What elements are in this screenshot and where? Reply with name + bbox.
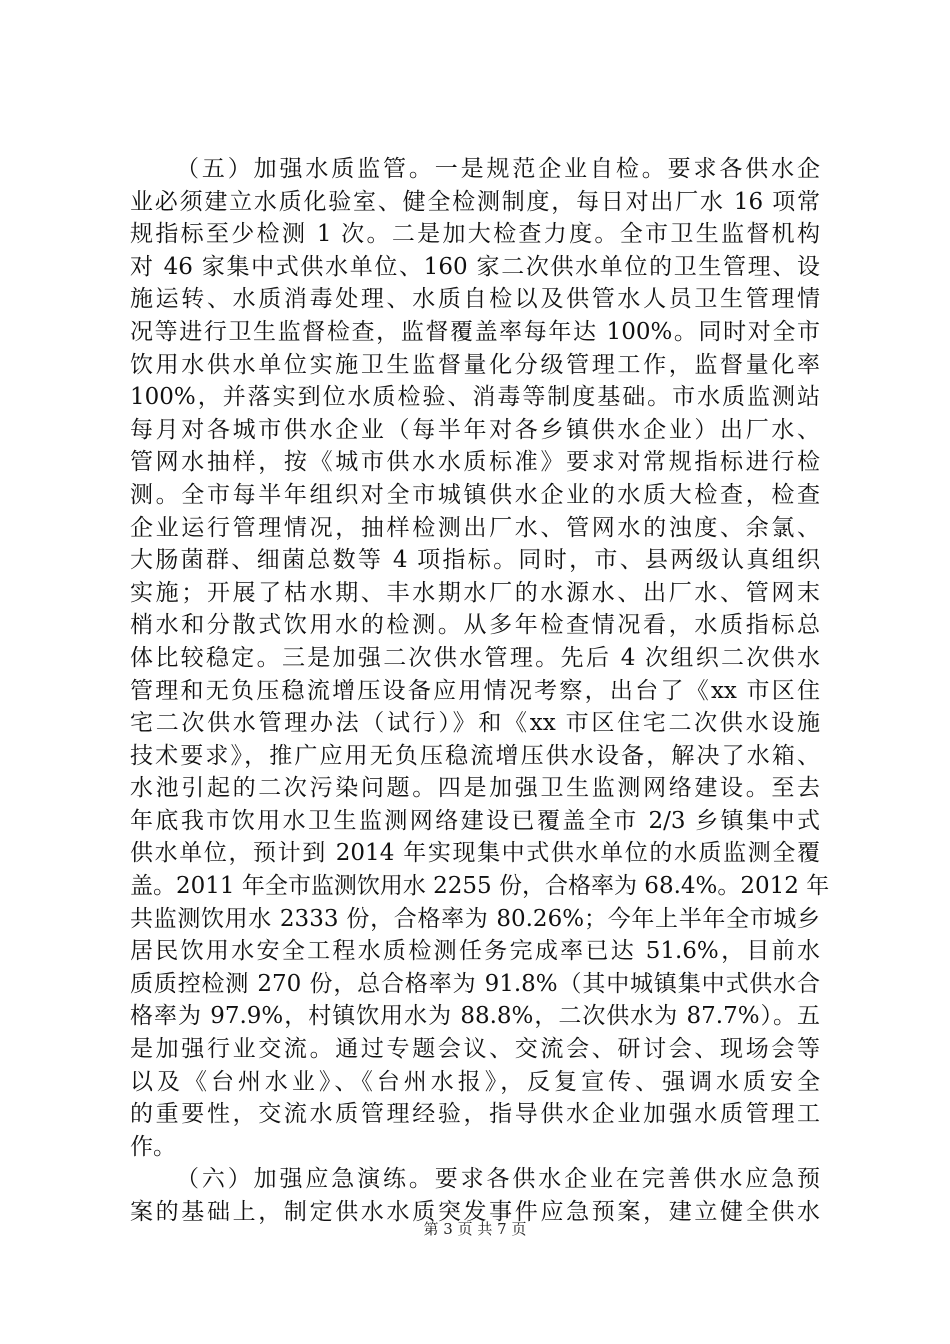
paragraph-line: 居民饮用水安全工程水质检测任务完成率已达 51.6%，目前水 <box>130 938 820 965</box>
paragraph-line: 共监测饮用水 2333 份，合格率为 80.26%；今年上半年全市城乡 <box>130 905 820 932</box>
paragraph-line: 宅二次供水管理办法（试行）》和《xx 市区住宅二次供水设施 <box>130 710 820 737</box>
paragraph-line: 企业运行管理情况，抽样检测出厂水、管网水的浊度、余氯、 <box>130 514 820 541</box>
paragraph-line: 案的基础上，制定供水水质突发事件应急预案，建立健全供水 <box>130 1199 820 1225</box>
paragraph-line: 测。全市每半年组织对全市城镇供水企业的水质大检查，检查 <box>130 481 820 508</box>
paragraph-line: 100%，并落实到位水质检验、消毒等制度基础。市水质监测站 <box>130 384 820 411</box>
paragraph-line: 况等进行卫生监督检查，监督覆盖率每年达 100%。同时对全市 <box>130 318 820 345</box>
paragraph-line: 实施；开展了枯水期、丰水期水厂的水源水、出厂水、管网末 <box>130 579 820 606</box>
paragraph-line: 饮用水供水单位实施卫生监督量化分级管理工作，监督量化率 <box>130 351 820 378</box>
paragraph-line: 规指标至少检测 1 次。二是加大检查力度。全市卫生监督机构 <box>130 221 820 248</box>
paragraph-line: 大肠菌群、细菌总数等 4 项指标。同时，市、县两级认真组织 <box>130 547 820 574</box>
body-text <box>130 153 830 1229</box>
paragraph-line: （五）加强水质监管。一是规范企业自检。要求各供水企 <box>176 156 820 182</box>
paragraph-line: 体比较稳定。三是加强二次供水管理。先后 4 次组织二次供水 <box>130 644 820 671</box>
paragraph-line: 对 46 家集中式供水单位、160 家二次供水单位的卫生管理、设 <box>130 253 820 280</box>
paragraph-line: 管网水抽样，按《城市供水水质标准》要求对常规指标进行检 <box>130 449 820 476</box>
paragraph-line: 年底我市饮用水卫生监测网络建设已覆盖全市 2/3 乡镇集中式 <box>130 807 820 834</box>
paragraph-line: 盖。2011 年全市监测饮用水 2255 份，合格率为 68.4%。2012 年 <box>130 873 830 900</box>
paragraph-line: 施运转、水质消毒处理、水质自检以及供管水人员卫生管理情 <box>130 286 820 313</box>
paragraph-line: 技术要求》，推广应用无负压稳流增压供水设备，解决了水箱、 <box>130 742 820 769</box>
paragraph-line: 作。 <box>130 1133 176 1160</box>
page-footer: 第 3 页 共 7 页 <box>423 1220 527 1238</box>
paragraph-line: 格率为 97.9%，村镇饮用水为 88.8%，二次供水为 87.7%）。五 <box>130 1003 820 1030</box>
paragraph-line: 梢水和分散式饮用水的检测。从多年检查情况看，水质指标总 <box>130 612 820 639</box>
paragraph-line: 供水单位，预计到 2014 年实现集中式供水单位的水质监测全覆 <box>130 840 820 867</box>
paragraph-line: 水池引起的二次污染问题。四是加强卫生监测网络建设。至去 <box>130 775 820 802</box>
paragraph-line: 业必须建立水质化验室、健全检测制度，每日对出厂水 16 项常 <box>130 188 820 215</box>
paragraph-line: （六）加强应急演练。要求各供水企业在完善供水应急预 <box>176 1166 820 1193</box>
paragraph-line: 管理和无负压稳流增压设备应用情况考察，出台了《xx 市区住 <box>130 677 820 704</box>
paragraph-line: 的重要性，交流水质管理经验，指导供水企业加强水质管理工 <box>130 1101 820 1128</box>
paragraph-line: 每月对各城市供水企业（每半年对各乡镇供水企业）出厂水、 <box>130 416 820 443</box>
paragraph-line: 质质控检测 270 份，总合格率为 91.8%（其中城镇集中式供水合 <box>130 970 820 997</box>
paragraph-line: 以及《台州水业》、《台州水报》，反复宣传、强调水质安全 <box>130 1068 820 1095</box>
paragraph-line: 是加强行业交流。通过专题会议、交流会、研讨会、现场会等 <box>130 1036 820 1063</box>
